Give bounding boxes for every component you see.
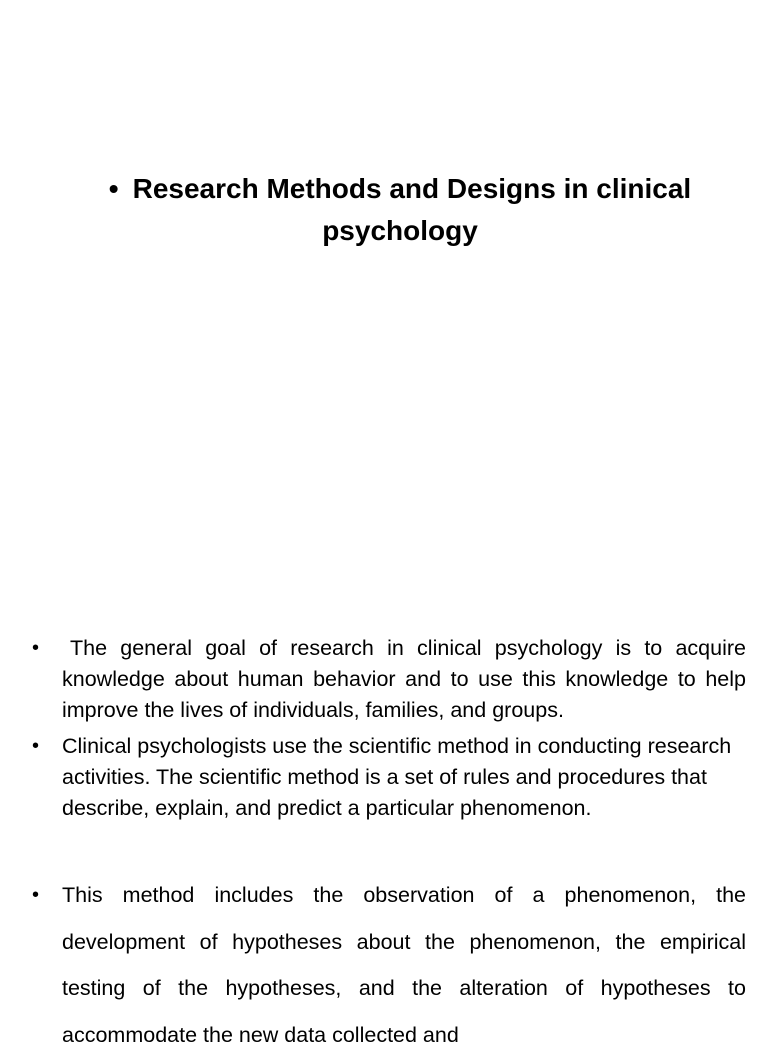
paragraph-text: The general goal of research in clinical psychology is to acquire knowledge about human behavior and to use this knowledge to help improve the lives of individuals, families, and groups. [62, 636, 746, 722]
bullet-icon: • [32, 637, 40, 659]
paragraph-text: Clinical psychologists use the scientific method in conducting research activities. The scientific method is a set of rules and procedures that describe, explain, and predict a particular phenomenon. [62, 734, 732, 820]
bullet-icon: • [108, 173, 119, 204]
bullet-paragraph-2 [32, 731, 746, 824]
slide-title-line-2: psychology [322, 215, 478, 246]
slide-title-line-1 [70, 168, 730, 210]
bullet-icon: • [32, 884, 40, 906]
bullet-paragraph-1 [32, 633, 746, 726]
bullet-paragraph-3 [32, 872, 746, 1058]
title-text-1: Research Methods and Designs in clinical [132, 173, 692, 204]
paragraph-text: This method includes the observation of a phenomenon, the development of hypotheses about the phenomenon, the empirical testing of the hypotheses, and the alteration of hypotheses to accommodate the new data collected and [62, 883, 746, 1047]
slide-title [70, 168, 730, 252]
bullet-icon: • [32, 735, 40, 757]
